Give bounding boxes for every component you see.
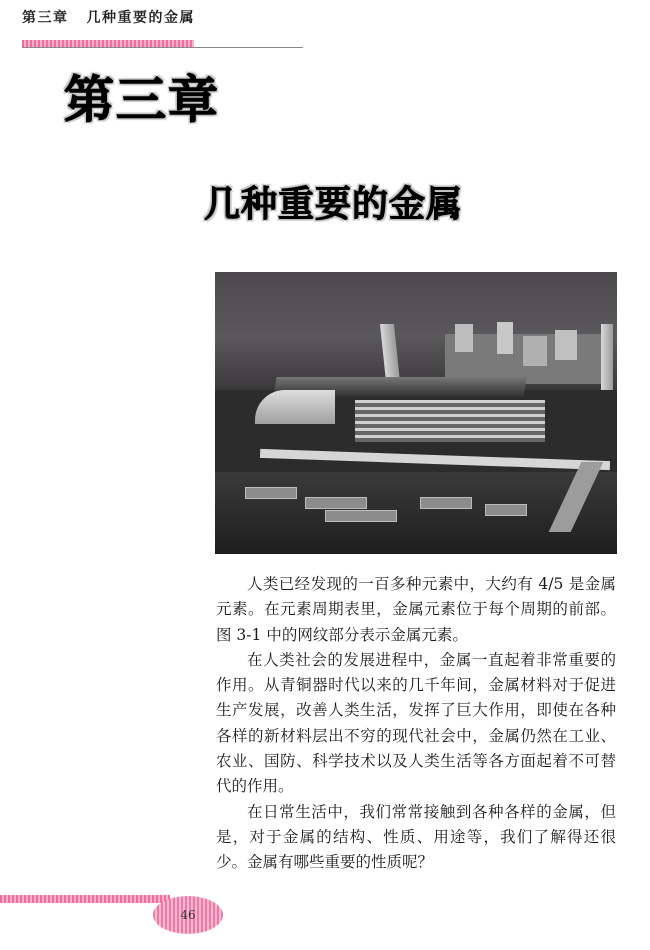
- stadium-photo: [215, 272, 617, 554]
- paragraph: 在日常生活中，我们常常接触到各种各样的金属，但是，对于金属的结构、性质、用途等，我们了解得还很少。金属有哪些重要的性质呢？: [216, 802, 616, 872]
- footer-decorative-bar: [0, 895, 170, 903]
- paragraph: 人类已经发现的一百多种元素中，大约有 4/5 是金属元素。在元素周期表里，金属元素位于每个周期的前部。图 3-1 中的网纹部分表示金属元素。: [216, 575, 616, 644]
- chapter-title: 第三章: [64, 71, 220, 129]
- running-head-chapter: 第三章: [22, 10, 69, 26]
- running-head: [22, 7, 195, 27]
- header-rule: [22, 47, 303, 48]
- header-decorative-bar: [22, 40, 194, 47]
- paragraph: 在人类社会的发展进程中，金属一直起着非常重要的作用。从青铜器时代以来的几千年间，金属材料对于促进生产发展，改善人类生活，发挥了巨大作用，即使在各种各样的新材料层出不穷的现代社会中，金属仍然在工业、农业、国防、科学技术以及人类生活等各方面起着不可替代的作用。: [216, 650, 616, 796]
- page-number-badge: [153, 896, 223, 934]
- page-number: 46: [180, 908, 196, 922]
- running-head-title: 几种重要的金属: [86, 10, 195, 26]
- body-text: [216, 572, 616, 876]
- section-title: 几种重要的金属: [204, 184, 464, 225]
